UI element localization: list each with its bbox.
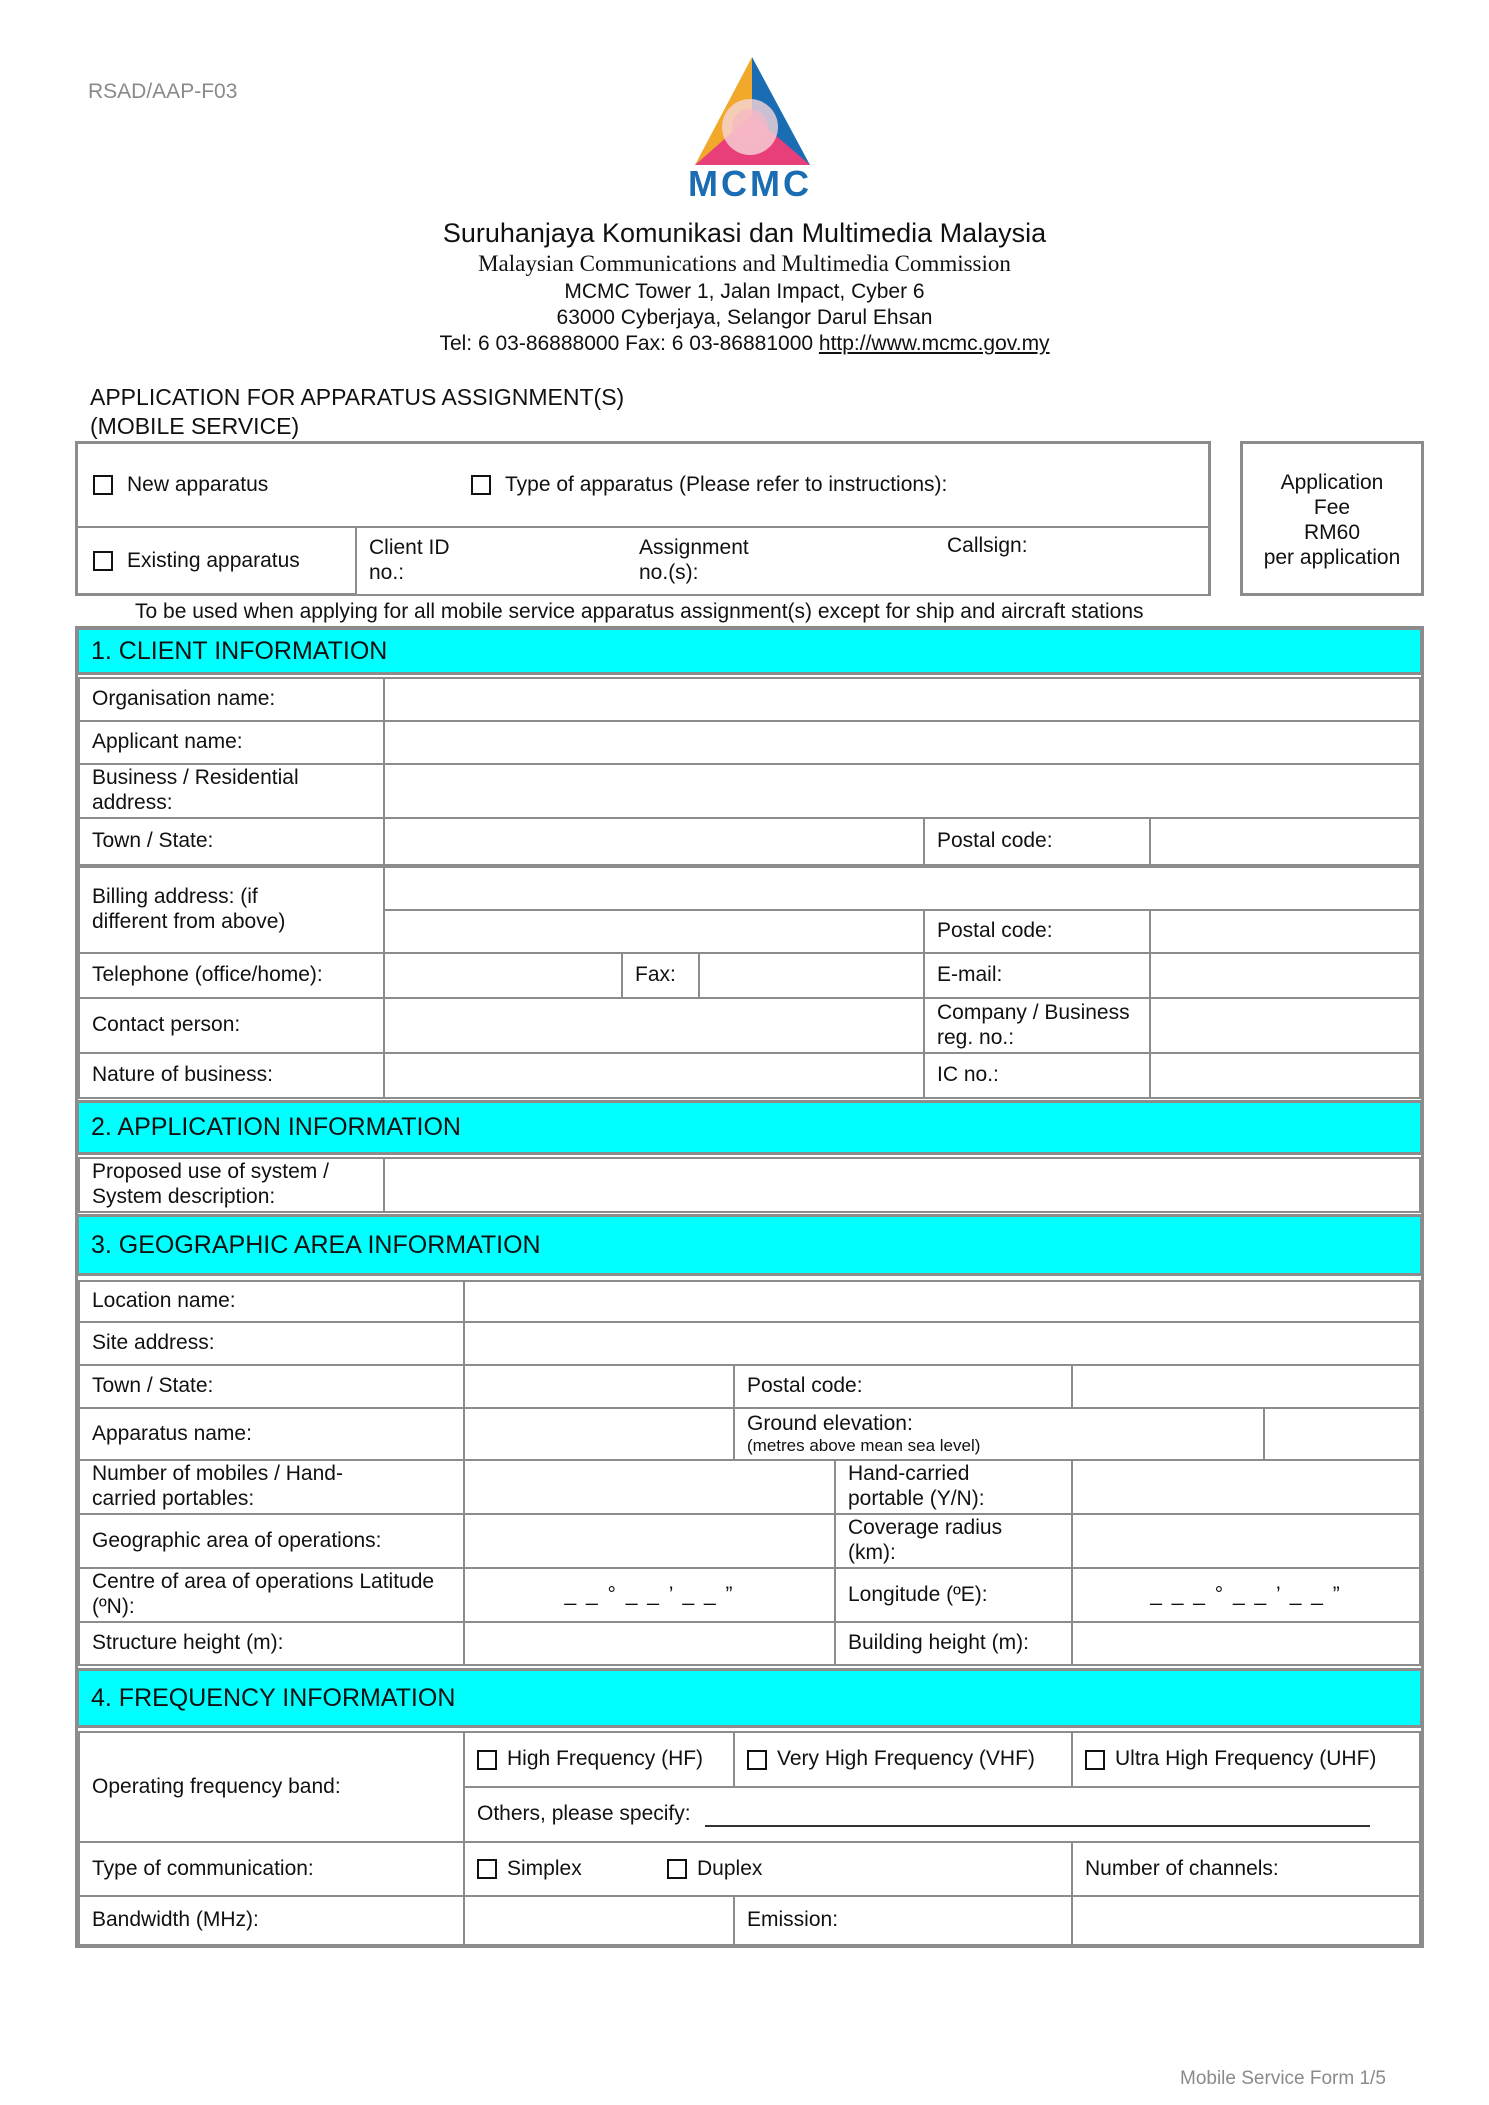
postal-code-label: Postal code: — [923, 817, 1151, 866]
emission-input[interactable] — [1071, 1895, 1421, 1946]
type-comm-options — [463, 1841, 1073, 1897]
site-postal-label: Postal code: — [733, 1364, 1073, 1409]
bandwidth-label: Bandwidth (MHz): — [78, 1895, 465, 1946]
assignment-no-label: Assignment no.(s): — [627, 528, 775, 594]
site-town-state-input[interactable] — [463, 1364, 735, 1409]
org-contact: Tel: 6 03-86888000 Fax: 6 03-86881000 — [439, 332, 814, 355]
num-channels-label: Number of channels: — [1071, 1841, 1421, 1897]
company-reg-input[interactable] — [1149, 997, 1421, 1054]
org-name-en: Malaysian Communications and Multimedia Commission — [478, 251, 1011, 276]
existing-apparatus-label: Existing apparatus — [127, 549, 300, 572]
mcmc-logo — [650, 55, 850, 205]
coverage-radius-label — [834, 1513, 1073, 1569]
fee-line-4: per application — [1263, 546, 1401, 569]
applicant-name-label: Applicant name: — [78, 720, 385, 765]
organisation-name-input[interactable] — [383, 677, 1421, 722]
ground-elevation-label — [733, 1407, 1265, 1461]
section-2-header: 2. APPLICATION INFORMATION — [76, 1100, 1423, 1155]
others-specify-label: Others, please specify: — [477, 1802, 691, 1826]
coverage-radius-input[interactable] — [1071, 1513, 1421, 1569]
org-address-2: 63000 Cyberjaya, Selangor Darul Ehsan — [556, 306, 933, 329]
num-mobiles-label — [78, 1459, 465, 1515]
type-comm-label: Type of communication: — [78, 1841, 465, 1897]
usage-note: To be used when applying for all mobile service apparatus assignment(s) except for ship and aircraft stations — [135, 600, 1144, 623]
section-4-header: 4. FREQUENCY INFORMATION — [76, 1668, 1423, 1728]
hand-carried-input[interactable] — [1071, 1459, 1421, 1515]
section-1-header: 1. CLIENT INFORMATION — [76, 627, 1423, 675]
proposed-use-input[interactable] — [383, 1157, 1421, 1213]
vhf-option[interactable] — [733, 1731, 1073, 1788]
org-name-ms: Suruhanjaya Komunikasi dan Multimedia Malaysia — [442, 218, 1047, 248]
longitude-input[interactable]: _ _ _ ° _ _ ’ _ _ ” — [1071, 1567, 1421, 1623]
town-state-input[interactable] — [383, 817, 925, 866]
hf-option[interactable] — [463, 1731, 735, 1788]
new-apparatus-checkbox[interactable] — [93, 475, 113, 495]
client-id-label: Client ID no.: — [355, 528, 473, 594]
form-subtitle: (MOBILE SERVICE) — [90, 413, 300, 439]
vhf-checkbox[interactable] — [747, 1750, 767, 1770]
telephone-label: Telephone (office/home): — [78, 952, 385, 999]
fee-amount: RM60 — [1303, 521, 1361, 544]
email-label: E-mail: — [923, 952, 1151, 999]
billing-postal-label: Postal code: — [923, 909, 1151, 954]
structure-height-label: Structure height (m): — [78, 1621, 465, 1666]
location-name-input[interactable] — [463, 1280, 1421, 1323]
site-town-state-label: Town / State: — [78, 1364, 465, 1409]
address-label: Business / Residential address: — [78, 763, 385, 819]
application-fee-box — [1240, 441, 1424, 596]
form-title: APPLICATION FOR APPARATUS ASSIGNMENT(S) — [90, 384, 625, 410]
type-apparatus-checkbox[interactable] — [471, 475, 491, 495]
address-input[interactable] — [383, 763, 1421, 819]
existing-apparatus-option[interactable] — [93, 528, 300, 594]
billing-postal-input[interactable] — [1149, 909, 1421, 954]
duplex-label: Duplex — [697, 1856, 763, 1880]
hand-carried-label — [834, 1459, 1073, 1515]
ic-no-input[interactable] — [1149, 1052, 1421, 1099]
town-state-label: Town / State: — [78, 817, 385, 866]
org-address-1: MCMC Tower 1, Jalan Impact, Cyber 6 — [564, 280, 925, 303]
logo-text: MCMC — [688, 163, 812, 204]
duplex-checkbox[interactable] — [667, 1859, 687, 1879]
billing-address-input-1[interactable] — [383, 866, 1421, 911]
type-apparatus-label: Type of apparatus (Please refer to instructions): — [505, 473, 948, 496]
billing-address-input-2[interactable] — [383, 909, 925, 954]
apparatus-header-box — [75, 441, 1211, 596]
ic-no-label: IC no.: — [923, 1052, 1151, 1099]
ground-elevation-note: (metres above mean sea level) — [747, 1436, 981, 1456]
proposed-use-label: Proposed use of system / System description: — [78, 1157, 385, 1213]
ground-elevation-text: Ground elevation: — [747, 1411, 913, 1435]
fax-label: Fax: — [621, 952, 700, 999]
ground-elevation-input[interactable] — [1263, 1407, 1421, 1461]
num-mobiles-text: Number of mobiles / Hand-carried portables: — [92, 1462, 343, 1510]
section-3-header: 3. GEOGRAPHIC AREA INFORMATION — [76, 1214, 1423, 1276]
billing-address-label — [78, 866, 385, 954]
num-mobiles-input[interactable] — [463, 1459, 836, 1515]
org-url-link[interactable]: http://www.mcmc.gov.my — [818, 332, 1050, 355]
org-contact-line — [0, 332, 1489, 356]
operating-band-label: Operating frequency band: — [78, 1731, 465, 1843]
structure-height-input[interactable] — [463, 1621, 836, 1666]
emission-label: Emission: — [733, 1895, 1073, 1946]
site-address-input[interactable] — [463, 1321, 1421, 1366]
telephone-input[interactable] — [383, 952, 623, 999]
assignment-no-input[interactable] — [773, 528, 937, 594]
hf-label: High Frequency (HF) — [507, 1747, 704, 1771]
geo-area-input[interactable] — [463, 1513, 836, 1569]
longitude-label: Longitude (ºE): — [834, 1567, 1073, 1623]
form-code: RSAD/AAP-F03 — [88, 80, 238, 103]
page-footer: Mobile Service Form 1/5 — [1180, 2068, 1386, 2089]
geo-area-label: Geographic area of operations: — [78, 1513, 465, 1569]
fee-line-2: Fee — [1313, 496, 1351, 519]
building-height-input[interactable] — [1071, 1621, 1421, 1666]
fax-input[interactable] — [698, 952, 925, 999]
vhf-label: Very High Frequency (VHF) — [777, 1747, 1035, 1771]
uhf-label: Ultra High Frequency (UHF) — [1115, 1747, 1377, 1771]
uhf-option[interactable] — [1071, 1731, 1421, 1788]
location-name-label: Location name: — [78, 1280, 465, 1323]
organisation-name-label: Organisation name: — [78, 677, 385, 722]
nature-business-input[interactable] — [383, 1052, 925, 1099]
existing-apparatus-checkbox[interactable] — [93, 551, 113, 571]
others-specify-input[interactable] — [705, 1803, 1370, 1827]
email-input[interactable] — [1149, 952, 1421, 999]
company-reg-label: Company / Business reg. no.: — [923, 997, 1151, 1054]
uhf-checkbox[interactable] — [1085, 1750, 1105, 1770]
applicant-name-input[interactable] — [383, 720, 1421, 765]
billing-address-text: Billing address: (if different from above) — [92, 885, 286, 933]
site-address-label: Site address: — [78, 1321, 465, 1366]
site-postal-input[interactable] — [1071, 1364, 1421, 1409]
contact-person-input[interactable] — [383, 997, 925, 1054]
others-specify-row — [463, 1786, 1421, 1843]
callsign-label: Callsign: — [935, 528, 1051, 594]
centre-latitude-label: Centre of area of operations Latitude (ºN): — [78, 1567, 465, 1623]
new-apparatus-label: New apparatus — [127, 473, 269, 496]
hand-carried-text: Hand-carried portable (Y/N): — [848, 1462, 985, 1510]
latitude-input[interactable]: _ _ ° _ _ ’ _ _ ” — [463, 1567, 836, 1623]
apparatus-name-label: Apparatus name: — [78, 1407, 465, 1461]
simplex-checkbox[interactable] — [477, 1859, 497, 1879]
apparatus-name-input[interactable] — [463, 1407, 735, 1461]
building-height-label: Building height (m): — [834, 1621, 1073, 1666]
nature-business-label: Nature of business: — [78, 1052, 385, 1099]
bandwidth-input[interactable] — [463, 1895, 735, 1946]
coverage-radius-text: Coverage radius (km): — [848, 1516, 1003, 1564]
type-apparatus-option[interactable] — [471, 444, 947, 526]
postal-code-input[interactable] — [1149, 817, 1421, 866]
client-id-input[interactable] — [471, 528, 629, 594]
fee-line-1: Application — [1280, 471, 1384, 494]
callsign-input[interactable] — [1049, 528, 1208, 594]
simplex-label: Simplex — [507, 1856, 582, 1880]
hf-checkbox[interactable] — [477, 1750, 497, 1770]
contact-person-label: Contact person: — [78, 997, 385, 1054]
new-apparatus-option[interactable] — [93, 444, 268, 526]
